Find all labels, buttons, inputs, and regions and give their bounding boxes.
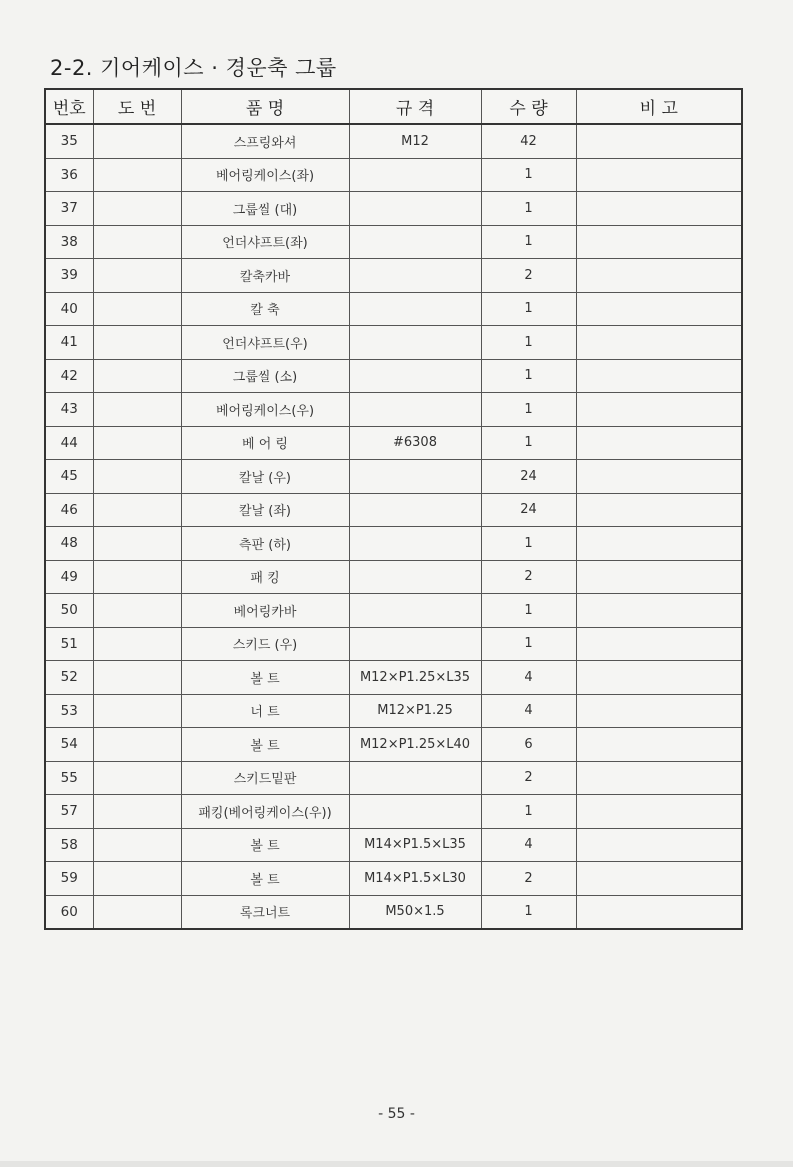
page-number: - 55 - [378, 1106, 415, 1122]
cell-note [576, 393, 742, 427]
table-row [45, 761, 742, 795]
table-row [45, 594, 742, 628]
cell-drawing [93, 259, 181, 293]
cell-qty: 1 [481, 627, 576, 661]
cell-no: 36 [45, 158, 93, 192]
cell-name: 칼 축 [181, 292, 349, 326]
page-bottom-edge [0, 1161, 793, 1167]
header-spec: 규 격 [349, 89, 481, 124]
cell-spec [349, 359, 481, 393]
cell-qty: 1 [481, 359, 576, 393]
cell-spec [349, 594, 481, 628]
cell-drawing [93, 862, 181, 896]
table-row [45, 326, 742, 360]
cell-note [576, 326, 742, 360]
cell-no: 55 [45, 761, 93, 795]
cell-drawing [93, 124, 181, 158]
table-row [45, 493, 742, 527]
cell-spec: M14×P1.5×L35 [349, 828, 481, 862]
cell-drawing [93, 426, 181, 460]
cell-spec [349, 158, 481, 192]
table-header [45, 89, 742, 124]
cell-spec [349, 326, 481, 360]
cell-qty: 1 [481, 426, 576, 460]
cell-qty: 1 [481, 326, 576, 360]
cell-no: 37 [45, 192, 93, 226]
cell-spec: M14×P1.5×L30 [349, 862, 481, 896]
cell-spec: M12 [349, 124, 481, 158]
cell-name: 패 킹 [181, 560, 349, 594]
cell-name: 베어링카바 [181, 594, 349, 628]
cell-no: 48 [45, 527, 93, 561]
cell-note [576, 761, 742, 795]
cell-drawing [93, 326, 181, 360]
cell-qty: 4 [481, 828, 576, 862]
table-row [45, 292, 742, 326]
table-row [45, 527, 742, 561]
cell-note [576, 627, 742, 661]
table-row [45, 192, 742, 226]
cell-no: 59 [45, 862, 93, 896]
cell-spec [349, 627, 481, 661]
table-row [45, 828, 742, 862]
table-row [45, 393, 742, 427]
cell-spec [349, 527, 481, 561]
cell-name: 칼날 (좌) [181, 493, 349, 527]
cell-name: 패킹(베어링케이스(우)) [181, 795, 349, 829]
cell-drawing [93, 359, 181, 393]
cell-drawing [93, 661, 181, 695]
cell-drawing [93, 393, 181, 427]
cell-name: 록크너트 [181, 895, 349, 929]
cell-drawing [93, 493, 181, 527]
cell-no: 49 [45, 560, 93, 594]
cell-no: 58 [45, 828, 93, 862]
table-row [45, 124, 742, 158]
cell-spec [349, 259, 481, 293]
cell-spec: M50×1.5 [349, 895, 481, 929]
cell-qty: 24 [481, 460, 576, 494]
table-row [45, 627, 742, 661]
cell-name: 그룹씰 (대) [181, 192, 349, 226]
cell-name: 언더샤프트(좌) [181, 225, 349, 259]
cell-note [576, 862, 742, 896]
cell-qty: 1 [481, 393, 576, 427]
cell-spec: M12×P1.25 [349, 694, 481, 728]
cell-qty: 1 [481, 795, 576, 829]
table-body [45, 124, 742, 929]
cell-drawing [93, 225, 181, 259]
header-row [45, 89, 742, 124]
cell-no: 54 [45, 728, 93, 762]
cell-no: 42 [45, 359, 93, 393]
cell-no: 44 [45, 426, 93, 460]
cell-no: 38 [45, 225, 93, 259]
cell-qty: 1 [481, 158, 576, 192]
cell-no: 52 [45, 661, 93, 695]
cell-qty: 1 [481, 192, 576, 226]
cell-qty: 1 [481, 292, 576, 326]
cell-spec [349, 795, 481, 829]
cell-spec: M12×P1.25×L35 [349, 661, 481, 695]
cell-spec [349, 460, 481, 494]
table-row [45, 862, 742, 896]
cell-note [576, 426, 742, 460]
table-row [45, 225, 742, 259]
cell-qty: 24 [481, 493, 576, 527]
cell-no: 50 [45, 594, 93, 628]
cell-note [576, 661, 742, 695]
cell-note [576, 728, 742, 762]
cell-note [576, 795, 742, 829]
cell-qty: 2 [481, 560, 576, 594]
cell-note [576, 359, 742, 393]
cell-note [576, 225, 742, 259]
cell-name: 측판 (하) [181, 527, 349, 561]
cell-name: 베 어 링 [181, 426, 349, 460]
header-qty: 수 량 [481, 89, 576, 124]
cell-note [576, 560, 742, 594]
cell-drawing [93, 527, 181, 561]
cell-note [576, 158, 742, 192]
cell-drawing [93, 895, 181, 929]
table-row [45, 728, 742, 762]
cell-name: 칼날 (우) [181, 460, 349, 494]
cell-qty: 42 [481, 124, 576, 158]
cell-qty: 1 [481, 225, 576, 259]
cell-spec [349, 761, 481, 795]
cell-note [576, 694, 742, 728]
cell-note [576, 259, 742, 293]
cell-no: 53 [45, 694, 93, 728]
cell-spec [349, 493, 481, 527]
cell-no: 51 [45, 627, 93, 661]
table-row [45, 460, 742, 494]
cell-note [576, 493, 742, 527]
cell-spec [349, 225, 481, 259]
cell-drawing [93, 627, 181, 661]
cell-no: 41 [45, 326, 93, 360]
cell-qty: 4 [481, 661, 576, 695]
cell-note [576, 828, 742, 862]
cell-qty: 1 [481, 594, 576, 628]
cell-qty: 4 [481, 694, 576, 728]
cell-name: 언더샤프트(우) [181, 326, 349, 360]
cell-name: 베어링케이스(우) [181, 393, 349, 427]
cell-no: 35 [45, 124, 93, 158]
cell-no: 39 [45, 259, 93, 293]
header-no: 번호 [45, 89, 93, 124]
cell-name: 볼 트 [181, 828, 349, 862]
cell-qty: 2 [481, 259, 576, 293]
cell-no: 43 [45, 393, 93, 427]
cell-drawing [93, 460, 181, 494]
header-name: 품 명 [181, 89, 349, 124]
table-row [45, 895, 742, 929]
cell-qty: 2 [481, 761, 576, 795]
cell-no: 60 [45, 895, 93, 929]
cell-spec [349, 292, 481, 326]
table-row [45, 661, 742, 695]
cell-note [576, 192, 742, 226]
cell-drawing [93, 594, 181, 628]
cell-no: 45 [45, 460, 93, 494]
cell-drawing [93, 728, 181, 762]
cell-note [576, 124, 742, 158]
cell-note [576, 292, 742, 326]
cell-name: 볼 트 [181, 728, 349, 762]
cell-spec: #6308 [349, 426, 481, 460]
cell-name: 그룹씰 (소) [181, 359, 349, 393]
table-row [45, 560, 742, 594]
cell-name: 스키드밑판 [181, 761, 349, 795]
cell-note [576, 527, 742, 561]
cell-no: 46 [45, 493, 93, 527]
parts-table [44, 88, 743, 930]
cell-drawing [93, 560, 181, 594]
cell-spec [349, 560, 481, 594]
cell-name: 베어링케이스(좌) [181, 158, 349, 192]
cell-spec: M12×P1.25×L40 [349, 728, 481, 762]
table-row [45, 426, 742, 460]
table-row [45, 158, 742, 192]
cell-qty: 2 [481, 862, 576, 896]
cell-name: 볼 트 [181, 661, 349, 695]
cell-drawing [93, 828, 181, 862]
cell-drawing [93, 192, 181, 226]
cell-drawing [93, 761, 181, 795]
cell-name: 너 트 [181, 694, 349, 728]
cell-name: 스키드 (우) [181, 627, 349, 661]
page-title: 2-2. 기어케이스 · 경운축 그룹 [50, 56, 337, 80]
table-row [45, 795, 742, 829]
table-row [45, 359, 742, 393]
cell-qty: 6 [481, 728, 576, 762]
cell-no: 40 [45, 292, 93, 326]
cell-note [576, 895, 742, 929]
cell-name: 스프링와셔 [181, 124, 349, 158]
table-row [45, 694, 742, 728]
cell-drawing [93, 158, 181, 192]
cell-drawing [93, 292, 181, 326]
cell-qty: 1 [481, 527, 576, 561]
cell-drawing [93, 694, 181, 728]
cell-name: 볼 트 [181, 862, 349, 896]
header-drawing: 도 번 [93, 89, 181, 124]
table-row [45, 259, 742, 293]
cell-qty: 1 [481, 895, 576, 929]
cell-note [576, 460, 742, 494]
cell-note [576, 594, 742, 628]
header-note: 비 고 [576, 89, 742, 124]
cell-spec [349, 393, 481, 427]
cell-name: 칼축카바 [181, 259, 349, 293]
cell-drawing [93, 795, 181, 829]
cell-no: 57 [45, 795, 93, 829]
cell-spec [349, 192, 481, 226]
